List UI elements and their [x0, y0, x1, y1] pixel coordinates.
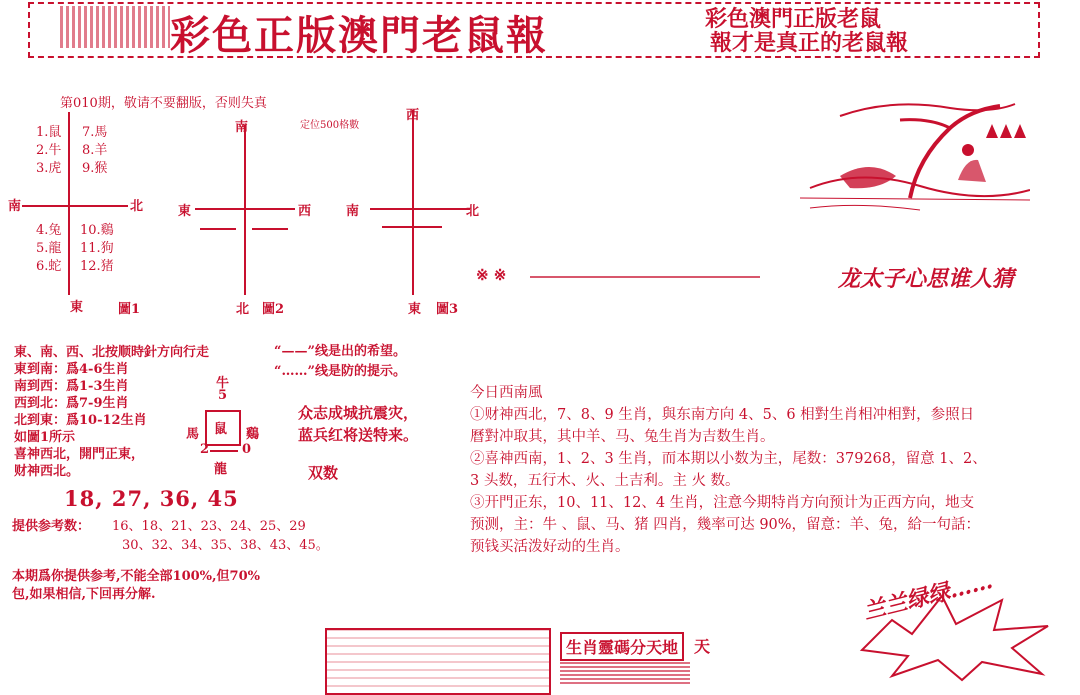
issue-line: 第010期，敬请不要翻版，否则失真	[60, 96, 267, 111]
compass-top-label: 牛	[216, 376, 230, 391]
paragraph-heading: 今日西南風	[470, 385, 543, 401]
compass-left-num: 2	[200, 442, 210, 457]
banner-side-line1: 彩色澳門正版老鼠	[705, 6, 882, 32]
diagram2-note: 定位500格數	[300, 120, 360, 131]
banner-decoration	[60, 6, 170, 48]
right-title: 龙太子心思谁人猜	[838, 267, 1015, 292]
disclaimer: 本期爲你提供参考,不能全部100%,但70% 包,如果相信,下回再分解.	[12, 569, 260, 602]
green-label: 兰兰绿绿……	[860, 567, 996, 626]
compass-top-num: 5	[218, 388, 228, 403]
compass-center: 鼠	[214, 422, 228, 437]
zodiac-list-d: 10.鷄 11.狗 12.猪	[80, 223, 114, 274]
diagram1-caption: 圖1	[118, 302, 141, 317]
banner-title: 彩色正版澳門老鼠報	[170, 12, 548, 59]
diagram2-left: 東	[178, 204, 192, 219]
zodiac-list-b: 7.馬 8.羊 9.猴	[82, 125, 108, 176]
banner-side-line2: 報才是真正的老鼠報	[710, 30, 909, 56]
zodiac-list-a: 1.鼠 2.牛 3.虎	[36, 125, 62, 176]
diagram1-left: 南	[8, 199, 22, 214]
diagram2-caption: 圖2	[262, 302, 285, 317]
diagram2-bottom: 北	[236, 302, 250, 317]
ref-numbers-line2: 30、32、34、35、38、43、45。	[122, 538, 329, 553]
compass-right-label: 鷄	[246, 427, 260, 442]
footer-suffix: 天	[694, 637, 711, 656]
footer-label: 生肖靈碼分天地	[560, 632, 684, 661]
forecast-paragraph: 今日西南風 ①财神西北，7、8、9 生肖，與东南方向 4、5、6 相對生肖相冲相對，参照日 曆對冲取其，其中羊、马、兔生肖为吉数生肖。 ②喜神西南，1、2、3 生肖，而本期以小数为主，尾数：379268，留意 1、2、 3 头数，五行木、火、土吉利。主 火 数。 ③开門正东，10、11、12、4 生肖，注意今期特肖方向预计为正西方向，地支 预测，主：牛 、鼠、马、猪 四肖，幾率可达 90%，留意：羊、兔，給一句話： 预钱买活泼好动的生肖。	[470, 382, 1070, 558]
double-label: 双数	[308, 464, 339, 482]
slogan: 众志成城抗震灾， 蓝兵红将送特来。	[298, 404, 419, 444]
footer-text-box	[325, 628, 551, 695]
tree-landscape-illustration	[800, 98, 1030, 220]
diagram3-bottom: 東	[408, 302, 422, 317]
ref-numbers-label: 提供参考数：	[12, 519, 91, 534]
diagram2-top: 南	[235, 120, 249, 135]
partial-line: ※ ※	[476, 266, 507, 284]
diagram3-top: 西	[406, 108, 420, 123]
line-legend: “——”线是出的希望。 “……”线是防的提示。	[274, 344, 406, 379]
compass-right-num: 0	[242, 442, 252, 457]
ref-numbers-line1: 16、18、21、23、24、25、29	[112, 519, 306, 534]
diagram3-left: 南	[346, 204, 360, 219]
rules-block: 東、南、西、北按顺時針方向行走 東到南：爲4-6生肖 南到西：爲1-3生肖 西到北：爲7-9生肖 北到東：爲10-12生肖 如圖1所示 喜神西北，開門正東， 财神西北。	[14, 345, 210, 479]
compass-bottom-label: 龍	[214, 462, 228, 477]
zodiac-list-c: 4.兔 5.龍 6.蛇	[36, 223, 62, 274]
diagram3-right: 北	[466, 204, 480, 219]
compass-left-label: 馬	[186, 427, 200, 442]
diagram1-bottom: 東	[70, 300, 84, 315]
big-numbers: 18, 27, 36, 45	[64, 486, 239, 511]
footer-smudge	[560, 662, 690, 684]
diagram1-right: 北	[130, 199, 144, 214]
diagram3-caption: 圖3	[436, 302, 459, 317]
diagram2-right: 西	[298, 204, 312, 219]
